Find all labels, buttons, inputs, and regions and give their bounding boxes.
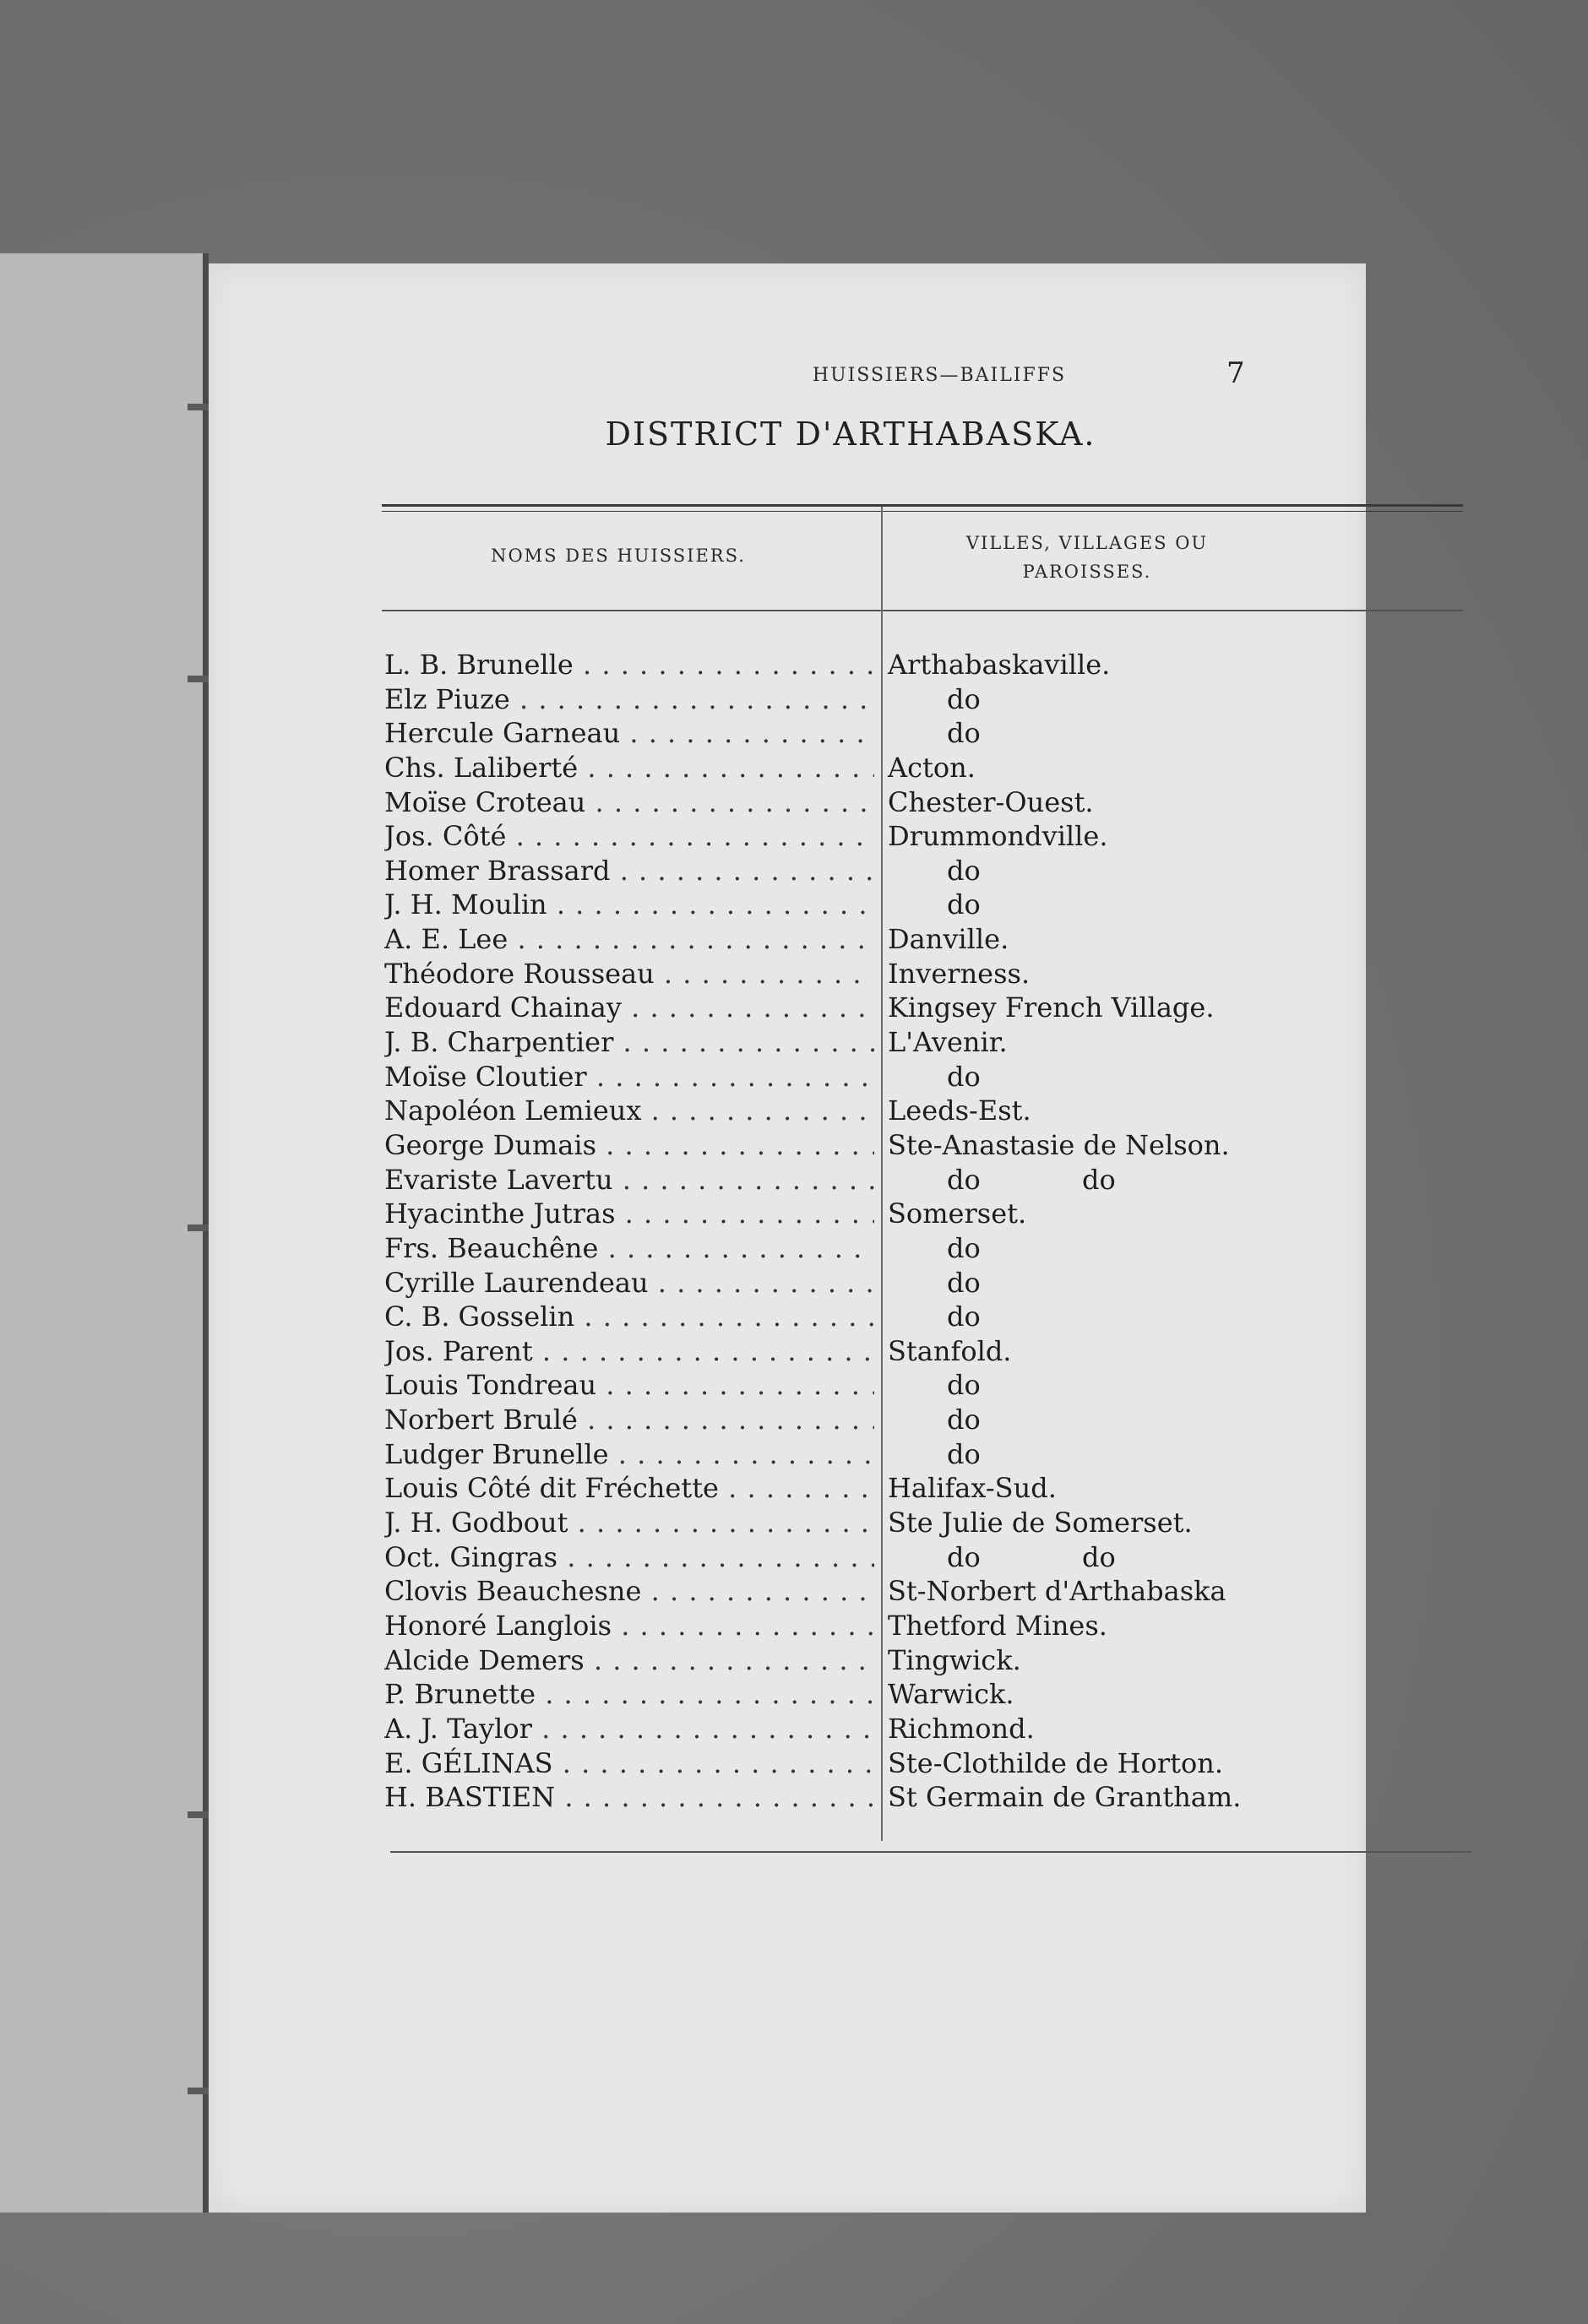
district-title: DISTRICT D'ARTHABASKA. [605, 415, 1096, 453]
bailiff-name: Moïse Croteau . . . [384, 785, 874, 820]
table-row [384, 1609, 1313, 1643]
document-page [209, 263, 1366, 2213]
bailiff-place: do [947, 682, 981, 715]
bailiff-place: Tingwick. [888, 1643, 1021, 1676]
table-row [384, 1780, 1313, 1815]
bailiff-name: Evariste Lavertu . . . [384, 1163, 874, 1197]
bailiff-name: Elz Piuze . . . [384, 682, 874, 717]
bailiff-place-ditto: do [1082, 1540, 1116, 1573]
table-row [384, 1197, 1313, 1231]
table-row [384, 1643, 1313, 1678]
page-number: 7 [1226, 356, 1245, 390]
table-row [384, 1368, 1313, 1403]
bailiff-place: Ste-Clothilde de Horton. [888, 1746, 1224, 1779]
table-row [384, 682, 1313, 717]
bailiff-name: Jos. Côté . . . [384, 819, 874, 854]
bailiff-name: L. B. Brunelle . . . [384, 648, 874, 682]
bailiff-place: Acton. [888, 751, 976, 784]
bailiff-place: do [947, 888, 981, 921]
bailiff-name: E. GÉLINAS . . . [384, 1746, 874, 1781]
table-row [384, 854, 1313, 888]
bailiff-place: do [947, 854, 981, 887]
bailiff-place: Inverness. [888, 957, 1031, 990]
table-row [384, 1300, 1313, 1334]
binding-line [203, 253, 209, 2213]
table-row [384, 888, 1313, 922]
bailiff-place: St Germain de Grantham. [888, 1781, 1242, 1814]
bailiff-name: Norbert Brulé . . . [384, 1403, 874, 1437]
bailiff-place: do [947, 1163, 981, 1196]
column-header-places-line1: VILLES, VILLAGES OU [965, 533, 1209, 553]
table-row [384, 957, 1313, 991]
column-header-places-line2: PAROISSES. [1022, 562, 1152, 582]
bailiff-name: J. H. Godbout . . . [384, 1506, 874, 1540]
table-row [384, 648, 1313, 682]
bailiff-name: Louis Tondreau . . . [384, 1368, 874, 1403]
table-row [384, 1746, 1313, 1781]
bailiff-place: Danville. [888, 923, 1009, 956]
bailiff-name: C. B. Gosselin . . . [384, 1300, 874, 1334]
bailiff-name: J. H. Moulin . . . [384, 888, 874, 922]
bailiff-place: do [947, 1231, 981, 1264]
table-row [384, 716, 1313, 751]
table-row [384, 1231, 1313, 1266]
bailiff-place: St-Norbert d'Arthabaska [888, 1575, 1226, 1608]
table-row [384, 1506, 1313, 1540]
bailiff-name: Edouard Chainay . . . [384, 991, 874, 1025]
column-header-places [893, 529, 1281, 586]
bailiff-name: Jos. Parent . . . [384, 1334, 874, 1369]
bailiff-place: do [947, 1300, 981, 1333]
column-header-names: NOMS DES HUISSIERS. [491, 546, 746, 566]
table-row [384, 1266, 1313, 1300]
bailiff-name: Clovis Beauchesne . . . [384, 1574, 874, 1609]
bailiff-name: H. BASTIEN . . . [384, 1780, 874, 1815]
table-row [384, 751, 1313, 785]
table-row [384, 1540, 1313, 1575]
bailiff-place: Arthabaskaville. [888, 649, 1111, 681]
bailiff-name: Honoré Langlois . . . [384, 1609, 874, 1643]
table-row [384, 1574, 1313, 1609]
bailiff-place: Kingsey French Village. [888, 991, 1215, 1024]
bailiff-place: do [947, 1540, 981, 1573]
bailiff-name: Oct. Gingras . . . [384, 1540, 874, 1575]
bailiff-name: A. E. Lee . . . [384, 922, 874, 957]
table-row [384, 1094, 1313, 1128]
bailiff-place: do [947, 1369, 981, 1402]
bailiff-place: Warwick. [888, 1678, 1014, 1711]
bailiff-name: Théodore Rousseau . . . [384, 957, 874, 991]
bailiff-place: Thetford Mines. [888, 1609, 1107, 1642]
bailiff-place: Leeds-Est. [888, 1094, 1031, 1127]
bailiff-place: Stanfold. [888, 1334, 1012, 1367]
bailiff-place: Ste-Anastasie de Nelson. [888, 1128, 1230, 1161]
bottom-rule [390, 1851, 1471, 1853]
bailiff-name: Hyacinthe Jutras . . . [384, 1197, 874, 1231]
bailiff-name: Louis Côté dit Fréchette . . . [384, 1471, 874, 1506]
table-row [384, 1128, 1313, 1163]
facing-page-edge [0, 253, 203, 2213]
table-row [384, 1025, 1313, 1060]
table-row [384, 1437, 1313, 1472]
running-head: HUISSIERS—BAILIFFS [812, 365, 1067, 386]
top-rule-thin [382, 511, 1463, 512]
bailiff-place: Somerset. [888, 1197, 1027, 1230]
table-row [384, 819, 1313, 854]
bailiff-place: do [947, 1060, 981, 1093]
bailiff-place: L'Avenir. [888, 1026, 1008, 1059]
table-row [384, 1471, 1313, 1506]
table-row [384, 1403, 1313, 1437]
bailiff-place: Chester-Ouest. [888, 785, 1094, 818]
bailiff-name: Hercule Garneau . . . [384, 716, 874, 751]
bailiff-list [384, 648, 1313, 1815]
bailiff-place: do [947, 1437, 981, 1470]
table-row [384, 922, 1313, 957]
bailiff-name: Homer Brassard . . . [384, 854, 874, 888]
bailiff-place: Richmond. [888, 1712, 1035, 1745]
table-row [384, 991, 1313, 1025]
bailiff-name: Chs. Laliberté . . . [384, 751, 874, 785]
bailiff-name: Moïse Cloutier . . . [384, 1060, 874, 1094]
top-rule [382, 504, 1463, 507]
bailiff-name: Napoléon Lemieux . . . [384, 1094, 874, 1128]
bailiff-place: Drummondville. [888, 820, 1108, 853]
bailiff-name: George Dumais . . . [384, 1128, 874, 1163]
bailiff-name: Cyrille Laurendeau . . . [384, 1266, 874, 1300]
bailiff-place-ditto: do [1082, 1163, 1116, 1196]
table-row [384, 785, 1313, 820]
table-row [384, 1677, 1313, 1712]
bailiff-name: P. Brunette . . . [384, 1677, 874, 1712]
bailiff-place: Halifax-Sud. [888, 1472, 1057, 1505]
table-row [384, 1334, 1313, 1369]
bailiff-name: J. B. Charpentier . . . [384, 1025, 874, 1060]
bailiff-name: A. J. Taylor . . . [384, 1712, 874, 1746]
bailiff-name: Alcide Demers . . . [384, 1643, 874, 1678]
bailiff-name: Frs. Beauchêne . . . [384, 1231, 874, 1266]
table-row [384, 1712, 1313, 1746]
header-rule [382, 610, 1463, 611]
bailiff-place: do [947, 1266, 981, 1299]
table-row [384, 1060, 1313, 1094]
bailiff-name: Ludger Brunelle . . . [384, 1437, 874, 1472]
bailiff-place: Ste Julie de Somerset. [888, 1507, 1193, 1539]
bailiff-place: do [947, 717, 981, 750]
bailiff-place: do [947, 1404, 981, 1436]
table-row [384, 1163, 1313, 1197]
